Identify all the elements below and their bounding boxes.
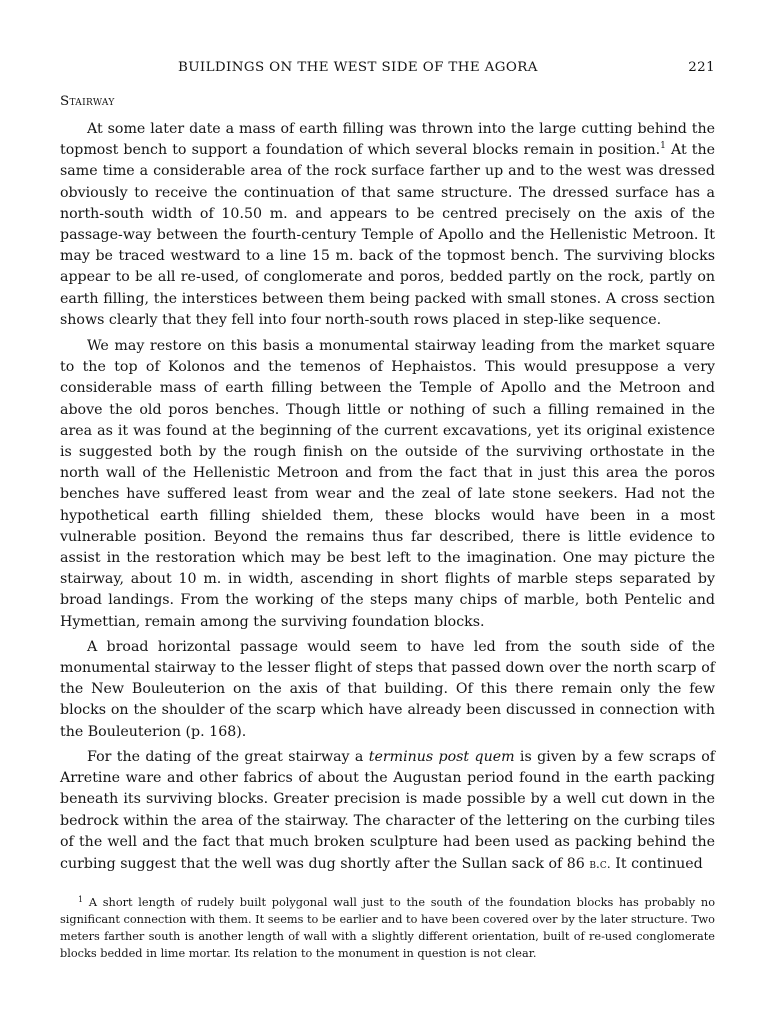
italic-term: terminus post quem [368,748,515,765]
footnote-marker: 1 [78,895,84,904]
running-title: BUILDINGS ON THE WEST SIDE OF THE AGORA [178,60,538,75]
paragraph-1-text-a: At some later date a mass of earth filling was thrown into the large cutting behind the topmost bench to support a foundation of which several blocks remain in position. [60,121,715,159]
page-number: 221 [688,60,715,75]
body-text [60,119,715,879]
paragraph-1 [60,119,715,331]
footnote-text: A short length of rudely built polygonal wall just to the south of the foundation blocks has probably no significant connection with them. It seems to be earlier and to have been covered over by the later structure. Two meters farther south is another length of wall with a slightly different orientation, built of re-used conglomerate blocks bedded in lime mortar. Its relation to the monument in question is not clear. [60,896,715,960]
paragraph-3: A broad horizontal passage would seem to have led from the south side of the monumental stairway to the lesser flight of steps that passed down over the north scarp of the New Bouleuterion on the axis of that building. Of this there remain only the few blocks on the shoulder of the scarp which have already been discussed in connection with the Bouleuterion (p. 168). [60,638,715,740]
footnote-reference: 1 [660,141,666,152]
paragraph-2: We may restore on this basis a monumental stairway leading from the market square to the top of Kolonos and the temenos of Hephaistos. This would presuppose a very considerable mass of earth filling between the Temple of Apollo and the Metroon and above the old poros benches. Though little or nothing of such a filling remained in the area as it was found at the beginning of the current excavations, yet its original existence is suggested both by the rough finish on the outside of the surviving orthostate in the north wall of the Hellenistic Metroon and from the fact that in just this area the poros benches have suffered least from wear and the zeal of late stone seekers. Had not the hypothetical earth filling shielded them, these blocks would have been in a most vulnerable position. Beyond the remains thus far described, there is little evidence to assist in the restoration which may be best left to the imagination. One may picture the stairway, about 10 m. in width, ascending in short flights of marble steps separated by broad landings. From the working of the steps many chips of marble, both Pentelic and Hymettian, remain among the surviving foundation blocks. [60,338,715,630]
paragraph-4-text-a: For the dating of the great stairway a [87,748,369,765]
section-heading: Stairway [60,94,115,109]
era-abbreviation: b.c. [589,855,611,871]
paragraph-4 [60,747,715,875]
paragraph-4-text-b: is given by a few scraps of Arretine ware and other fabrics of about the Augustan period found in the earth packing beneath its surviving blocks. Greater precision is made possible by a well cut down in the bedrock within the area of the stairway. The character of the lettering on the curbing tiles of the well and the fact that much broken sculpture had been used as packing behind the curbing suggest that the well was dug shortly after the Sullan sack of 86 [60,748,715,872]
footnote [60,894,715,962]
paragraph-1-text-b: At the same time a considerable area of the rock surface farther up and to the west was dressed obviously to receive the continuation of that same structure. The dressed surface has a north-south width of 10.50 m. and appears to be centred precisely on the axis of the passage-way between the fourth-century Temple of Apollo and the Hellenistic Metroon. It may be traced westward to a line 15 m. back of the topmost bench. The surviving blocks appear to be all re-used, of conglomerate and poros, bedded partly on the rock, partly on earth filling, the interstices between them being packed with small stones. A cross section shows clearly that they fell into four north-south rows placed in step-like sequence. [60,142,715,328]
paragraph-4-text-c: It continued [610,855,703,872]
running-head [60,60,715,80]
